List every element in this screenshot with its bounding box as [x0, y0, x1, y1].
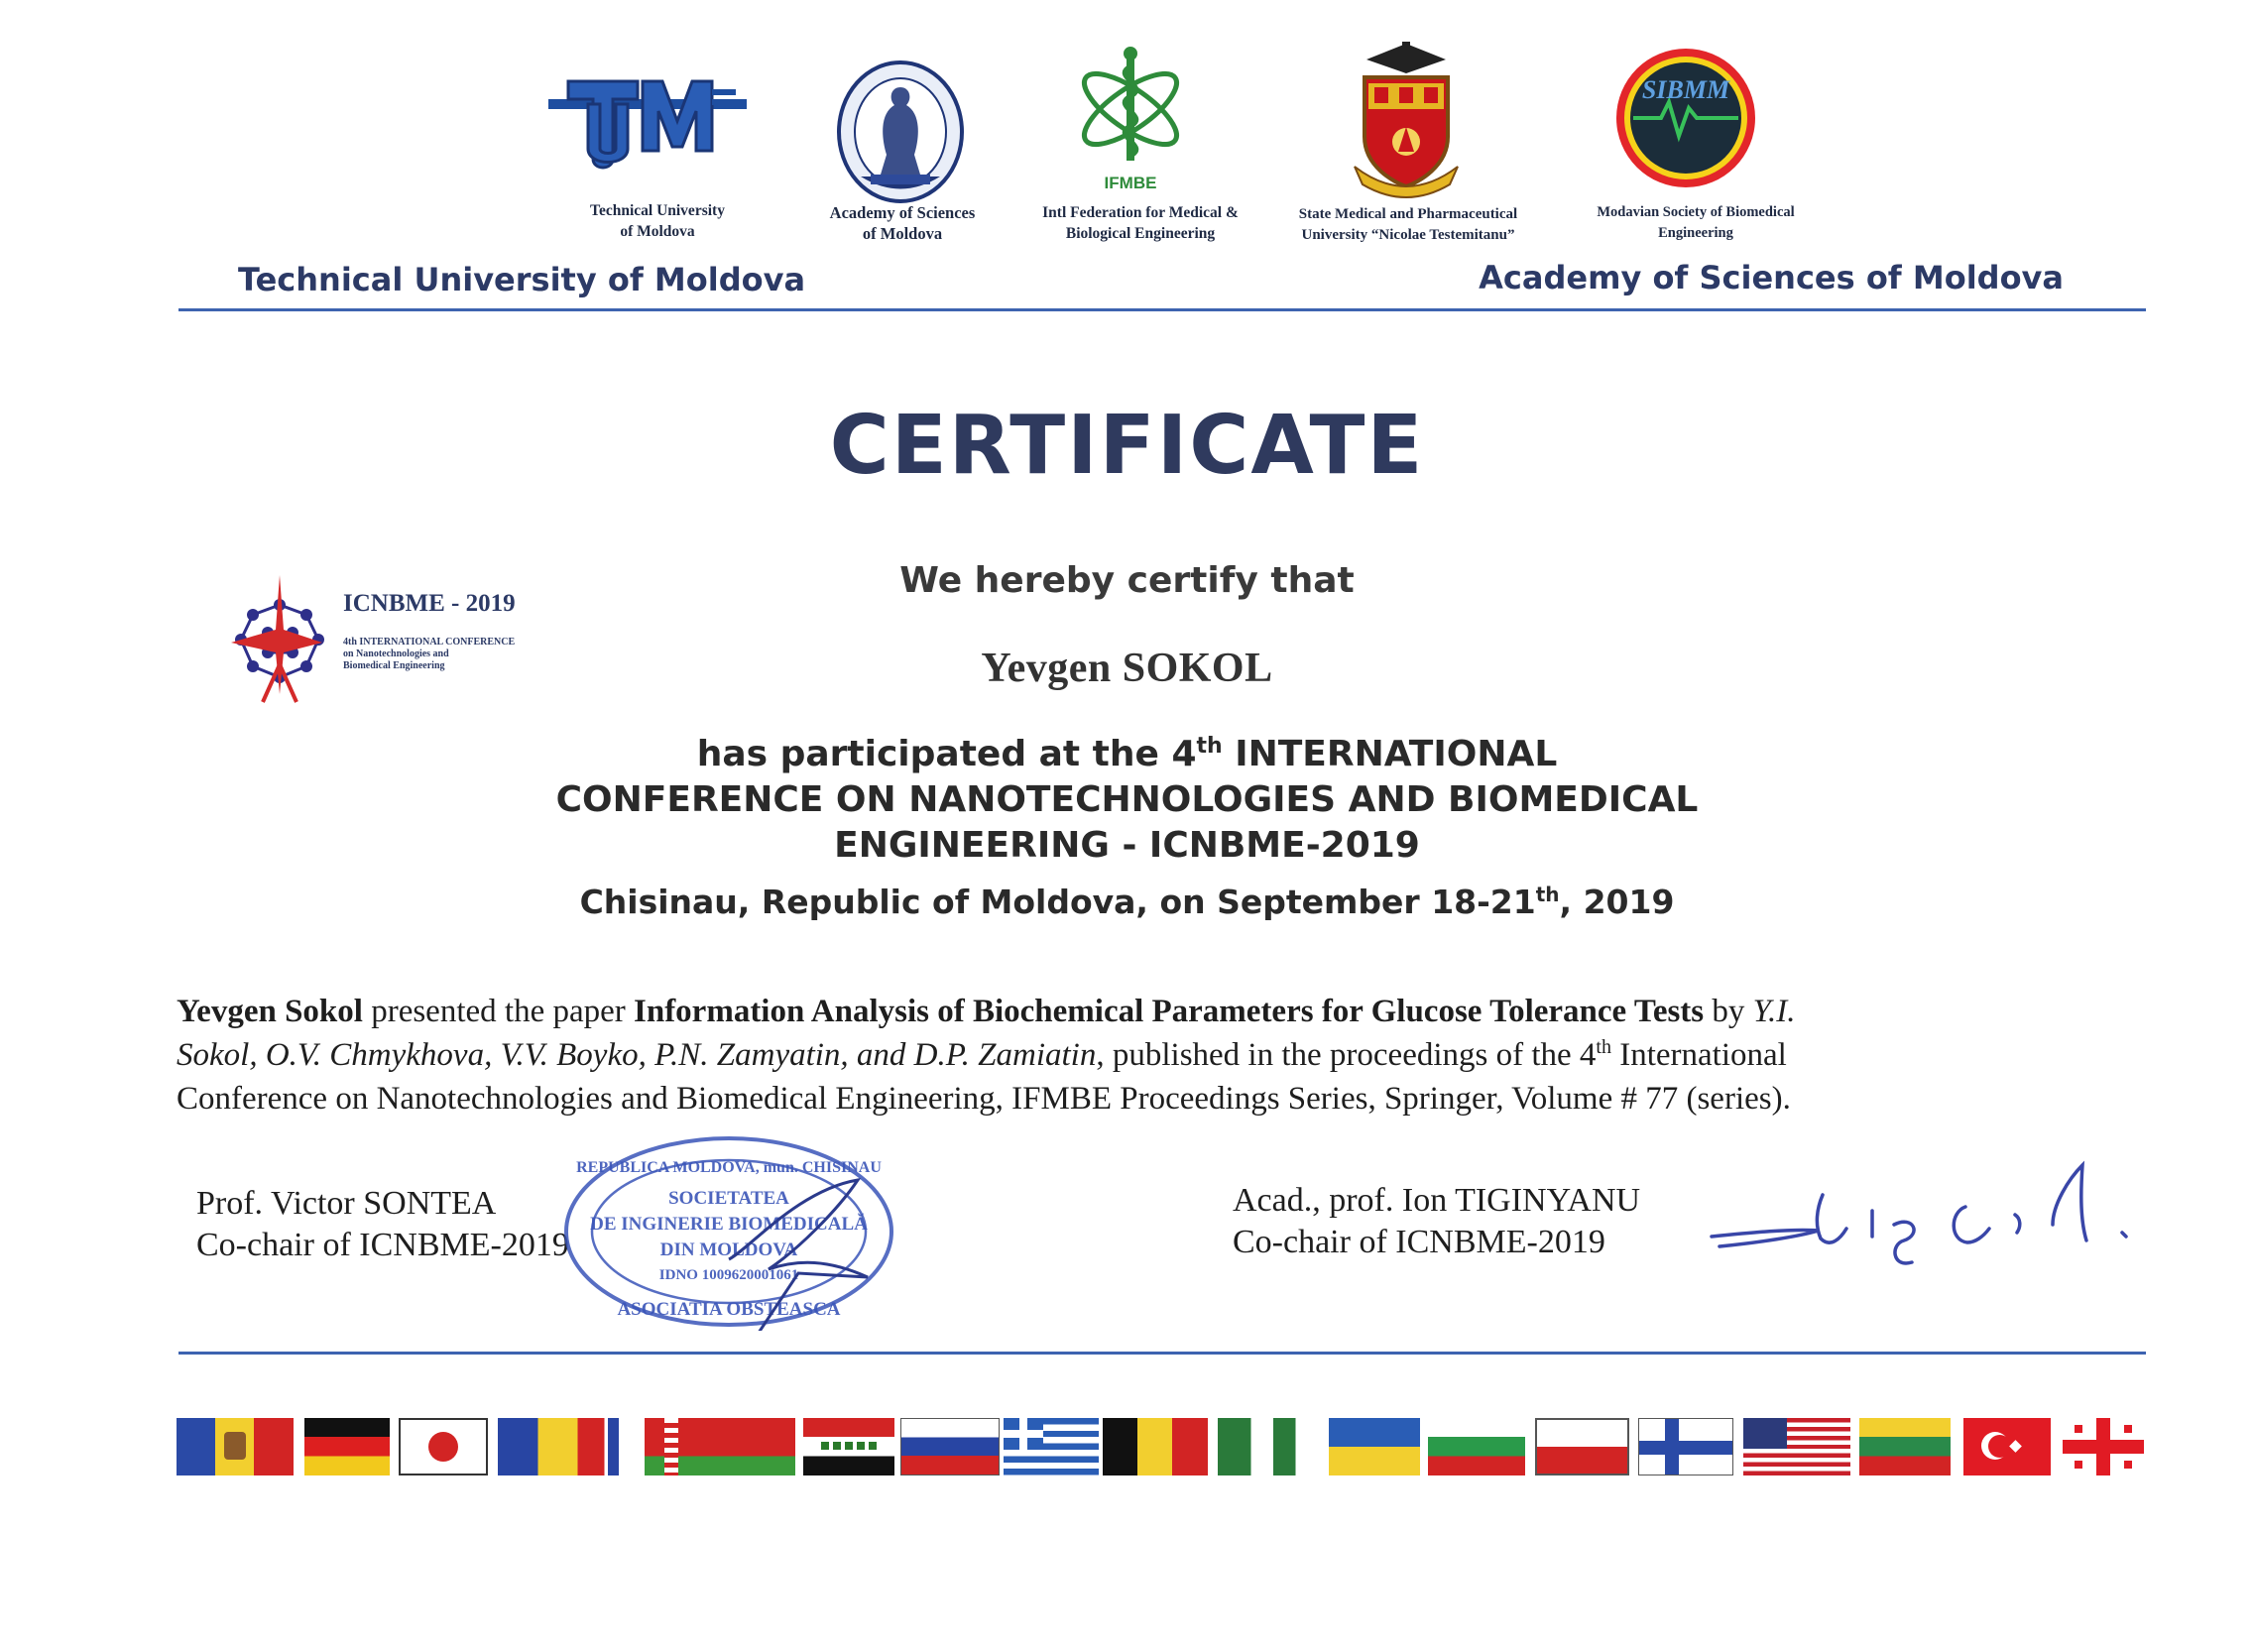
- usa-flag-icon: [1743, 1418, 1850, 1475]
- certify-line: We hereby certify that: [899, 560, 1355, 601]
- stamp-line-3: DIN MOLDOVA: [659, 1239, 798, 1260]
- signature-right: [1706, 1155, 2142, 1274]
- icnbme-logo-subtitle: 4th INTERNATIONAL CONFERENCE on Nanotechnologies and Biomedical Engineering: [343, 637, 516, 671]
- header-divider: [178, 308, 2146, 311]
- turkey-flag-icon: [1963, 1418, 2051, 1475]
- signatory-left-name: Prof. Victor SONTEA: [196, 1185, 497, 1222]
- germany-flag-icon: [304, 1418, 390, 1475]
- stamp-line-2: DE INGINERIE BIOMEDICALĂ: [590, 1214, 868, 1235]
- bulgaria-flag-icon: [1428, 1418, 1525, 1475]
- paragraph-line-3: Conference on Nanotechnologies and Biomedical Engineering, IFMBE Proceedings Series, Springer, Volume # 77 (series).: [177, 1081, 1791, 1117]
- stamp-line-1: SOCIETATEA: [668, 1188, 789, 1209]
- stamp-idno: IDNO 1009620001061: [658, 1267, 799, 1283]
- romania-flag-icon: [498, 1418, 619, 1475]
- sibmm-wordmark: SIBMM: [1641, 75, 1730, 104]
- association-stamp: [560, 1132, 897, 1331]
- certificate-title: CERTIFICATE: [829, 399, 1425, 493]
- logo-caption-tum: Technical University of Moldova: [590, 202, 725, 240]
- ifmbe-logo-icon: [1066, 42, 1195, 190]
- logo-caption-ifmbe: Intl Federation for Medical & Biological Engineering: [1042, 204, 1239, 242]
- participation-line-3: ENGINEERING - ICNBME-2019: [834, 825, 1420, 866]
- russia-flag-icon: [900, 1418, 1000, 1475]
- academy-of-sciences-seal-icon: [831, 58, 970, 206]
- belgium-flag-icon: [1103, 1418, 1208, 1475]
- logo-row: [0, 0, 2254, 248]
- header-right-institution: Academy of Sciences of Moldova: [1479, 259, 2064, 296]
- footer-divider: [178, 1352, 2146, 1355]
- iraq-flag-icon: [803, 1418, 894, 1475]
- signatory-left: [196, 1183, 569, 1266]
- stamp-bottom-text: ASOCIATIA OBSTEASCA: [617, 1299, 841, 1320]
- poland-flag-icon: [1535, 1418, 1629, 1475]
- participation-statement: [0, 732, 2254, 869]
- signatory-right-role: Co-chair of ICNBME-2019: [1233, 1224, 1605, 1260]
- paper-paragraph: [177, 990, 2061, 1121]
- stamp-outer-text: REPUBLICA MOLDOVA, mun. CHISINAU: [576, 1159, 882, 1176]
- signatory-right-name: Acad., prof. Ion TIGINYANU: [1233, 1182, 1641, 1219]
- recipient-name: Yevgen SOKOL: [981, 646, 1273, 691]
- participation-line-2: CONFERENCE ON NANOTECHNOLOGIES AND BIOMEDICAL: [555, 779, 1699, 820]
- location-date: Chisinau, Republic of Moldova, on September 18-21th, 2019: [579, 883, 1675, 921]
- lithuania-flag-icon: [1859, 1418, 1951, 1475]
- participation-line-1: has participated at the 4th INTERNATIONAL: [696, 734, 1558, 774]
- signatory-right: [1233, 1180, 1640, 1263]
- header-left-institution: Technical University of Moldova: [238, 261, 806, 298]
- sibmm-logo-icon: [1611, 44, 1760, 192]
- university-crest-icon: [1347, 38, 1466, 204]
- moldova-flag-icon: [177, 1418, 294, 1475]
- georgia-flag-icon: [2063, 1418, 2144, 1475]
- ukraine-flag-icon: [1329, 1418, 1420, 1475]
- logo-caption-sibmm: Modavian Society of Biomedical Engineering: [1597, 204, 1795, 241]
- logo-caption-academy: Academy of Sciences of Moldova: [829, 203, 976, 243]
- japan-flag-icon: [399, 1418, 488, 1475]
- greece-flag-icon: [1004, 1418, 1099, 1475]
- ifmbe-wordmark: IFMBE: [1104, 174, 1157, 190]
- signatory-left-role: Co-chair of ICNBME-2019: [196, 1227, 569, 1263]
- paragraph-line-1: Yevgen Sokol presented the paper Information Analysis of Biochemical Parameters for Glucose Tolerance Tests by Y.I.: [177, 994, 1796, 1029]
- finland-flag-icon: [1638, 1418, 1733, 1475]
- nigeria-flag-icon: [1218, 1418, 1329, 1475]
- belarus-flag-icon: [645, 1418, 795, 1475]
- tum-logo-icon: [543, 69, 752, 178]
- paragraph-line-2: Sokol, O.V. Chmykhova, V.V. Boyko, P.N. Zamyatin, and D.P. Zamiatin, published in the proceedings of the 4th International: [177, 1036, 1787, 1073]
- icnbme-logo-title: ICNBME - 2019: [343, 590, 516, 617]
- logo-caption-university: State Medical and Pharmaceutical University “Nicolae Testemitanu”: [1298, 206, 1518, 243]
